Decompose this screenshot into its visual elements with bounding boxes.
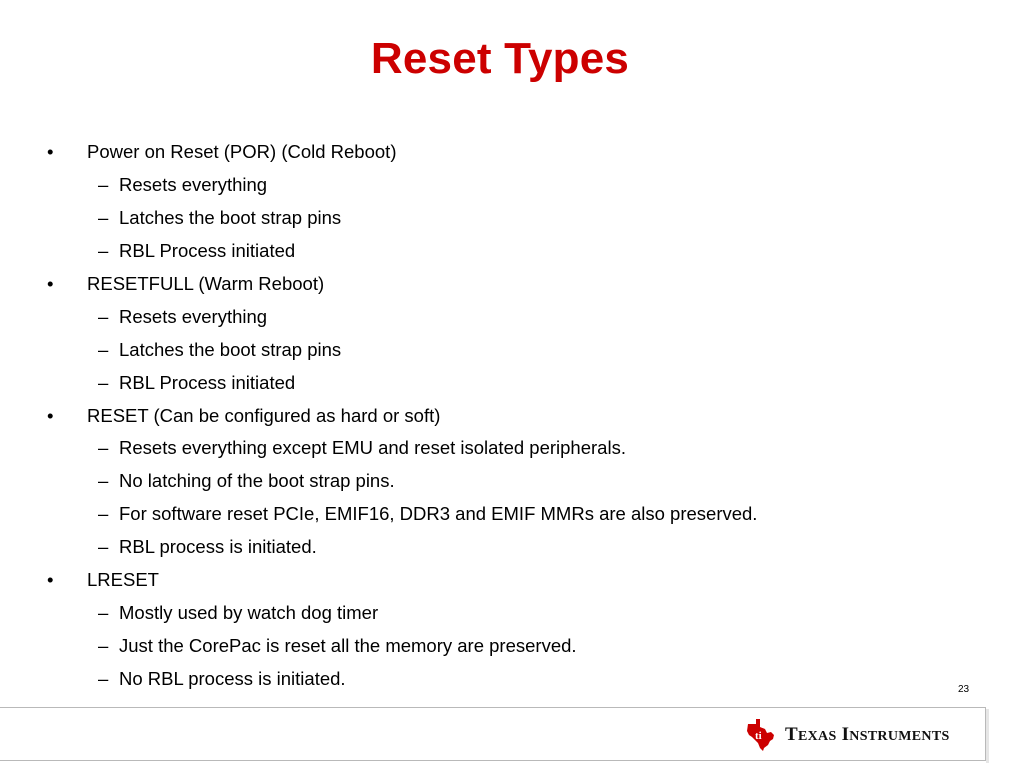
dash-marker: – [98,503,109,525]
sub-bullet-item [46,498,757,531]
slide-title: Reset Types [370,34,630,83]
page-number: 23 [958,684,970,695]
bullet-text: Mostly used by watch dog timer [119,601,379,623]
dash-marker: – [98,437,109,459]
bullet-text: RESET (Can be configured as hard or soft) [87,404,441,426]
footer-shadow [986,709,989,763]
sub-bullet-item [46,202,757,235]
bullet-list [46,136,757,695]
bullet-marker: • [47,141,54,163]
dash-marker: – [98,634,109,656]
bullet-item [46,268,757,301]
dash-marker: – [98,305,109,327]
sub-bullet-item [46,596,757,629]
bullet-text: Power on Reset (POR) (Cold Reboot) [87,141,397,163]
sub-bullet-item [46,333,757,366]
dash-marker: – [98,371,109,393]
bullet-item [46,399,757,432]
bullet-marker: • [47,569,54,591]
dash-marker: – [98,470,109,492]
bullet-text: Just the CorePac is reset all the memory are preserved. [119,634,577,656]
bullet-text: RBL Process initiated [119,371,296,393]
bullet-text: Latches the boot strap pins [119,338,342,360]
dash-marker: – [98,240,109,262]
dash-marker: – [98,667,109,689]
bullet-marker: • [47,404,54,426]
bullet-text: For software reset PCIe, EMIF16, DDR3 and EMIF MMRs are also preserved. [119,503,758,525]
sub-bullet-item [46,662,757,695]
sub-bullet-item [46,169,757,202]
dash-marker: – [98,338,109,360]
sub-bullet-item [46,531,757,564]
sub-bullet-item [46,235,757,268]
ti-brand-text: TEXAS INSTRUMENTS [785,724,950,745]
bullet-text: RBL Process initiated [119,240,296,262]
bullet-item [46,564,757,597]
texas-state-ti-logo-icon [746,718,776,752]
bullet-text: RBL process is initiated. [119,536,317,558]
bullet-item [46,136,757,169]
dash-marker: – [98,207,109,229]
bullet-text: RESETFULL (Warm Reboot) [87,273,325,294]
dash-marker: – [98,601,109,623]
bullet-text: No latching of the boot strap pins. [119,470,395,492]
dash-marker: – [98,536,109,558]
bullet-text: LRESET [87,569,159,591]
sub-bullet-item [46,300,757,333]
sub-bullet-item [46,432,757,465]
bullet-text: No RBL process is initiated. [119,667,346,689]
bullet-text: Resets everything except EMU and reset isolated peripherals. [119,437,626,459]
sub-bullet-item [46,629,757,662]
ti-logo [746,718,950,752]
bullet-text: Resets everything [119,305,268,327]
bullet-text: Latches the boot strap pins [119,207,342,229]
sub-bullet-item [46,366,757,399]
bullet-marker: • [47,273,54,294]
dash-marker: – [98,174,109,196]
svg-text:ti: ti [755,730,762,742]
bullet-text: Resets everything [119,174,268,196]
sub-bullet-item [46,465,757,498]
